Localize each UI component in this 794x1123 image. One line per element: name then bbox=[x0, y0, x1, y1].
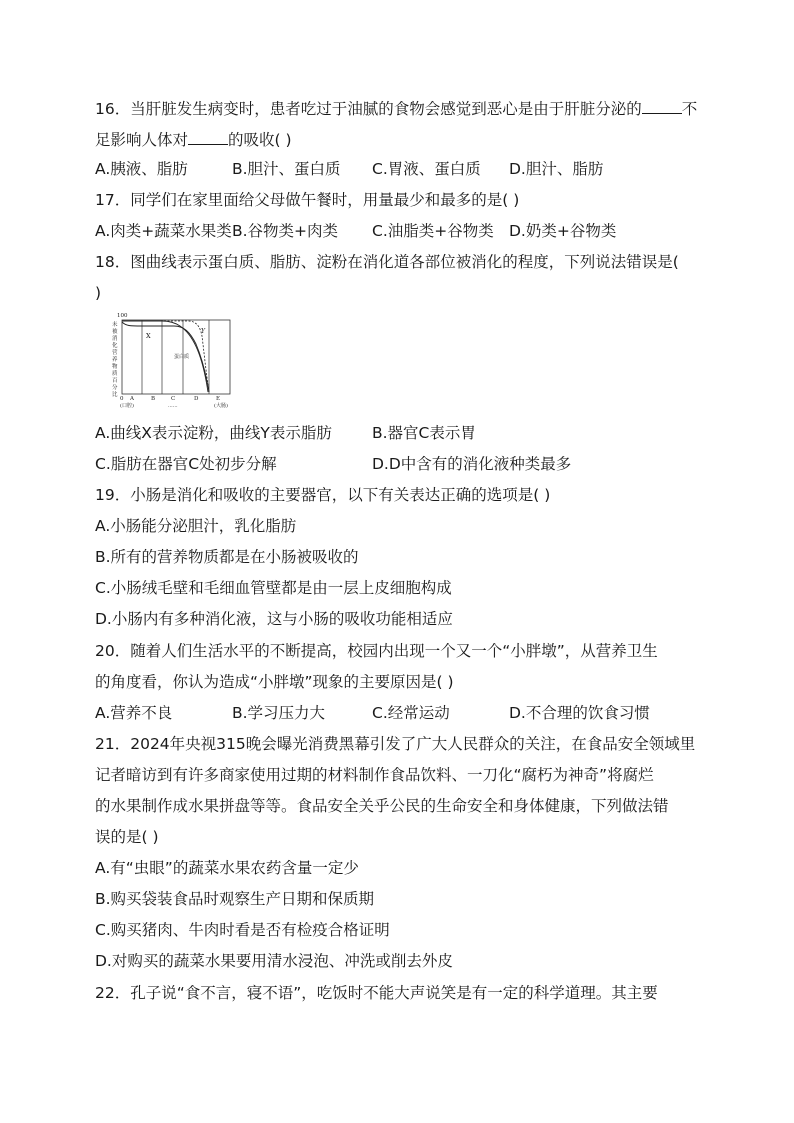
x-tick-label: C bbox=[171, 396, 176, 402]
curve-protein-label: 蛋白质 bbox=[174, 354, 190, 360]
y-max-label: 100 bbox=[117, 313, 128, 319]
option-c: C.购买猪肉、牛肉时看是否有检疫合格证明 bbox=[95, 921, 390, 939]
x-tick-label: E bbox=[216, 396, 221, 402]
question-17-stem: 17．同学们在家里面给父母做午餐时，用量最少和最多的是( ) bbox=[95, 191, 520, 209]
option-c: C.经常运动 bbox=[372, 704, 450, 722]
x-tick-label: A bbox=[130, 396, 134, 402]
digestion-curve-svg bbox=[112, 312, 236, 408]
option-a: A.营养不良 bbox=[95, 704, 173, 722]
curve-protein bbox=[122, 321, 208, 392]
option-d: D.胆汁、脂肪 bbox=[509, 160, 604, 178]
question-20-stem-line-2: 的角度看，你认为造成“小胖墩”现象的主要原因是( ) bbox=[95, 673, 454, 691]
curve-y bbox=[122, 321, 209, 392]
option-d: D.不合理的饮食习惯 bbox=[509, 704, 650, 722]
y-caption-char: 营 bbox=[112, 350, 118, 356]
x-tick-label: 0 bbox=[120, 396, 124, 402]
digestion-curve-figure bbox=[112, 312, 236, 408]
option-b: B.谷物类+肉类 bbox=[232, 222, 339, 240]
curve-y-label: Y bbox=[201, 328, 205, 335]
answer-blank bbox=[188, 128, 228, 145]
question-21-stem-line-2: 记者暗访到有许多商家使用过期的材料制作食品饮料、一刀化“腐朽为神奇”将腐烂 bbox=[95, 766, 654, 784]
x-sub-label-end: (大肠) bbox=[214, 403, 228, 408]
option-b: B.器官C表示胃 bbox=[372, 424, 476, 442]
question-16-line-2 bbox=[95, 128, 292, 150]
option-c: C.脂肪在器官C处初步分解 bbox=[95, 455, 277, 473]
curve-x bbox=[122, 322, 209, 392]
y-caption-char: 物 bbox=[112, 364, 118, 370]
question-21-stem-line-4: 误的是( ) bbox=[95, 828, 159, 846]
option-c: C.胃液、蛋白质 bbox=[372, 160, 481, 178]
option-a: A.肉类+蔬菜水果类 bbox=[95, 222, 232, 240]
x-sub-label-start: (口腔) bbox=[120, 403, 134, 408]
x-sub-label-mid: ...... bbox=[168, 403, 178, 408]
y-caption-char: 分 bbox=[112, 385, 118, 391]
question-19-stem: 19．小肠是消化和吸收的主要器官，以下有关表达正确的选项是( ) bbox=[95, 486, 551, 504]
option-a: A.小肠能分泌胆汁，乳化脂肪 bbox=[95, 517, 297, 535]
question-16-text-a: 16．当肝脏发生病变时，患者吃过于油腻的食物会感觉到恶心是由于肝脏分泌的 bbox=[95, 100, 642, 118]
question-21-stem-line-3: 的水果制作成水果拼盘等等。食品安全关乎公民的生命安全和身体健康，下列做法错 bbox=[95, 797, 669, 815]
y-caption-char: 被 bbox=[112, 329, 118, 335]
y-caption-char: 化 bbox=[112, 343, 118, 349]
question-16-text-d: 的吸收( ) bbox=[228, 131, 292, 149]
option-a: A.胰液、脂肪 bbox=[95, 160, 188, 178]
curve-x-label: X bbox=[146, 332, 151, 340]
question-18-stem-line-2: ) bbox=[95, 284, 102, 302]
y-caption-char: 比 bbox=[112, 392, 118, 398]
question-20-stem-line-1: 20．随着人们生活水平的不断提高，校园内出现一个又一个“小胖墩”，从营养卫生 bbox=[95, 642, 658, 660]
option-a: A.曲线X表示淀粉，曲线Y表示脂肪 bbox=[95, 424, 332, 442]
y-caption-char: 百 bbox=[112, 378, 118, 384]
question-16-line-1 bbox=[95, 97, 697, 119]
option-d: D.对购买的蔬菜水果要用清水浸泡、冲洗或削去外皮 bbox=[95, 952, 453, 970]
y-caption-char: 质 bbox=[112, 371, 118, 377]
option-d: D.小肠内有多种消化液，这与小肠的吸收功能相适应 bbox=[95, 610, 453, 628]
option-b: B.购买袋装食品时观察生产日期和保质期 bbox=[95, 890, 375, 908]
answer-blank bbox=[642, 97, 682, 114]
option-b: B.胆汁、蛋白质 bbox=[232, 160, 341, 178]
question-22-stem-line-1: 22．孔子说“食不言，寝不语”，吃饭时不能大声说笑是有一定的科学道理。其主要 bbox=[95, 984, 658, 1002]
question-16-text-c: 足影响人体对 bbox=[95, 131, 189, 149]
option-c: C.小肠绒毛壁和毛细血管壁都是由一层上皮细胞构成 bbox=[95, 579, 452, 597]
option-a: A.有“虫眼”的蔬菜水果农药含量一定少 bbox=[95, 859, 359, 877]
x-tick-label: D bbox=[194, 396, 199, 402]
option-b: B.所有的营养物质都是在小肠被吸收的 bbox=[95, 548, 359, 566]
y-caption-char: 养 bbox=[112, 357, 118, 363]
y-caption-char: 消 bbox=[112, 336, 118, 342]
option-c: C.油脂类+谷物类 bbox=[372, 222, 494, 240]
question-18-stem-line-1: 18．图曲线表示蛋白质、脂肪、淀粉在消化道各部位被消化的程度，下列说法错误是( bbox=[95, 253, 679, 271]
option-b: B.学习压力大 bbox=[232, 704, 326, 722]
option-d: D.奶类+谷物类 bbox=[509, 222, 617, 240]
question-21-stem-line-1: 21．2024年央视315晚会曝光消费黑幕引发了广大人民群众的关注，在食品安全领域里 bbox=[95, 735, 696, 753]
y-caption-char: 未 bbox=[112, 322, 118, 328]
y-axis-caption bbox=[112, 320, 118, 398]
x-tick-label: B bbox=[151, 396, 156, 402]
option-d: D.D中含有的消化液种类最多 bbox=[372, 455, 572, 473]
question-16-text-b: 不 bbox=[681, 100, 698, 118]
